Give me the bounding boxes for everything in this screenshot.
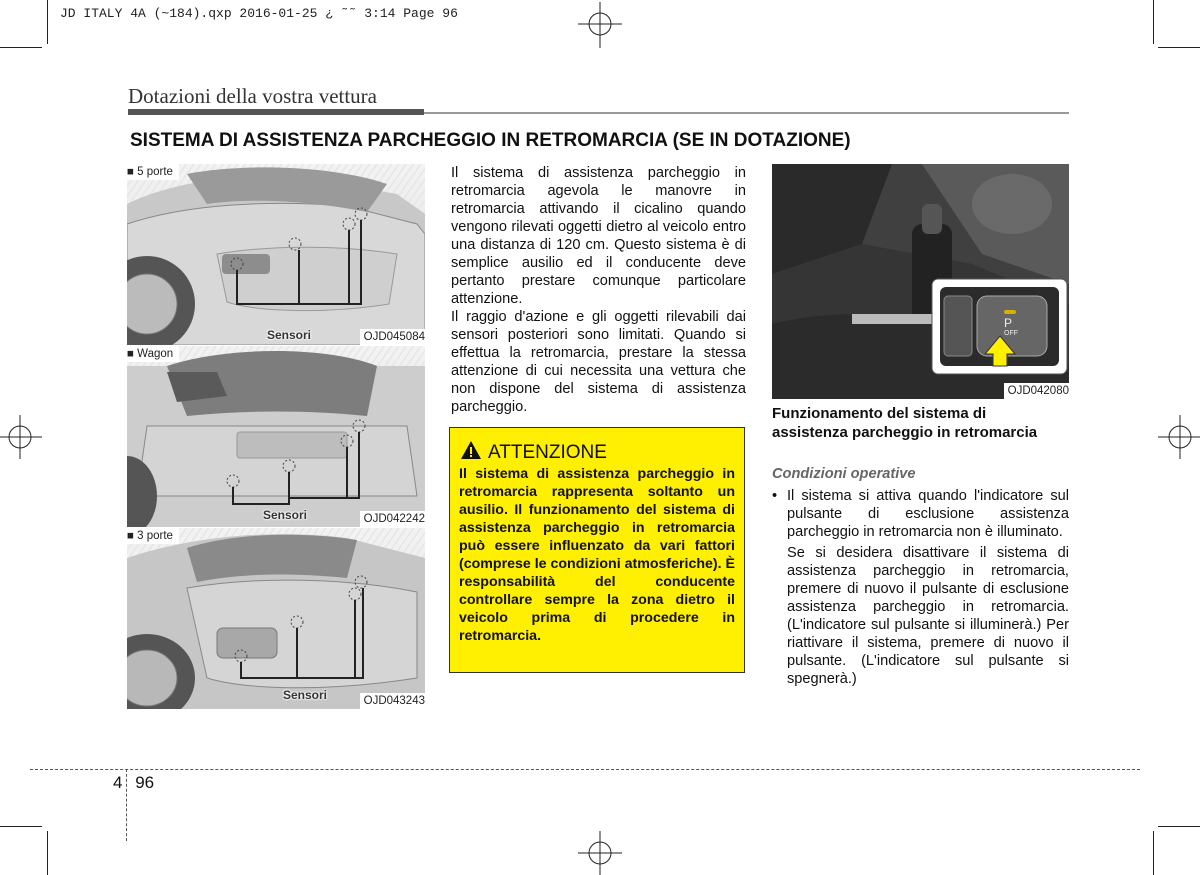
crop-mark [1158,47,1200,48]
intro-text [451,164,746,416]
chapter-number: 4 [113,773,123,792]
bullet-paragraph: Il sistema si attiva quando l'indicatore sul pulsante di esclusione assistenza parcheggio in retromarcia non è illuminato. [787,488,1069,540]
sensor-label: Sensori [283,688,328,702]
warning-text: Il sistema di assistenza parcheggio in retromarcia rappresenta soltanto un ausilio. Il funzionamento del sistema di assistenza parcheggio in retromarcia può essere influenzato da vari fattori (comprese le condizioni atmosferiche). È responsabilità del conducente controllare sempre la zona dietro il veicolo prima di procedere in retromarcia. [459,466,735,644]
car-illustration [127,528,425,709]
section-title: Dotazioni della vostra vettura [128,84,377,108]
crop-mark [1153,0,1154,44]
figure-code: OJD042242 [360,511,425,527]
car-illustration [127,346,425,527]
figure-code: OJD043243 [360,693,425,709]
crop-mark [1153,831,1154,875]
sensor-label: Sensori [267,328,312,342]
crop-mark [1158,826,1200,827]
registration-mark-left [0,413,44,461]
crop-mark [0,47,42,48]
registration-mark-right [1156,413,1200,461]
main-heading: SISTEMA DI ASSISTENZA PARCHEGGIO IN RETROMARCIA (SE IN DOTAZIONE) [130,130,851,151]
warning-box [449,427,745,673]
conditions-label: Condizioni operative [772,466,916,482]
page-number-value: 96 [135,773,155,792]
title-rule [424,112,1069,114]
figure-label: ■ 5 porte [127,164,179,180]
registration-mark-bottom [576,829,624,875]
button-label: P [1004,316,1013,330]
warning-icon [460,440,482,460]
figure-code: OJD045084 [360,329,425,345]
page-number [113,773,154,793]
figure-label: ■ Wagon [127,346,179,362]
registration-mark-top [576,2,624,50]
bullet-paragraph: Se si desidera disattivare il sistema di assistenza parcheggio in retromarcia, premere di nuovo il pulsante di esclusione assistenza parcheggio in retromarcia. (L'indicatore sul pulsante si illuminerà.) Per riattivare il sistema, premere di nuovo il pulsante. (L'indicatore sul pulsante si spegnerà.) [787,545,1069,687]
sensor-label: Sensori [263,508,308,522]
print-header: JD ITALY 4A (~184).qxp 2016-01-25 ¿ ˜˜ 3:14 Page 96 [60,6,458,21]
intro-paragraph: Il sistema di assistenza parcheggio in retromarcia agevola le manovre in retromarcia attivando il cicalino quando vengono rilevati oggetti dietro al veicolo entro una distanza di 120 cm. Questo sistema è di semplice ausilio ed il conducente deve pertanto prestare comunque particolare attenzione. [451,165,746,307]
title-underline [128,109,424,115]
crop-mark [47,0,48,44]
photo-code: OJD042080 [1004,383,1069,399]
button-photo [772,164,1069,399]
bullet-item [772,487,1069,688]
car-illustration [127,164,425,345]
figure-5-porte [127,164,425,345]
figure-3-porte [127,528,425,709]
figure-label: ■ 3 porte [127,528,179,544]
footer-rule [30,769,1140,770]
intro-paragraph: Il raggio d'azione e gli oggetti rilevabili dai sensori posteriori sono limitati. Quando si effettua la retromarcia, prestare la stessa attenzione di cui necessita una vettura che non dispone del sistema di assistenza parcheggio. [451,309,746,415]
bullet-marker: • [772,488,778,504]
interior-illustration [772,164,1069,399]
crop-mark [47,831,48,875]
warning-title-text: ATTENZIONE [488,442,607,463]
figure-wagon [127,346,425,527]
warning-title [460,440,607,464]
subheading: Funzionamento del sistema di assistenza parcheggio in retromarcia [772,405,1038,441]
button-sublabel: OFF [1004,330,1018,337]
crop-mark [0,826,42,827]
